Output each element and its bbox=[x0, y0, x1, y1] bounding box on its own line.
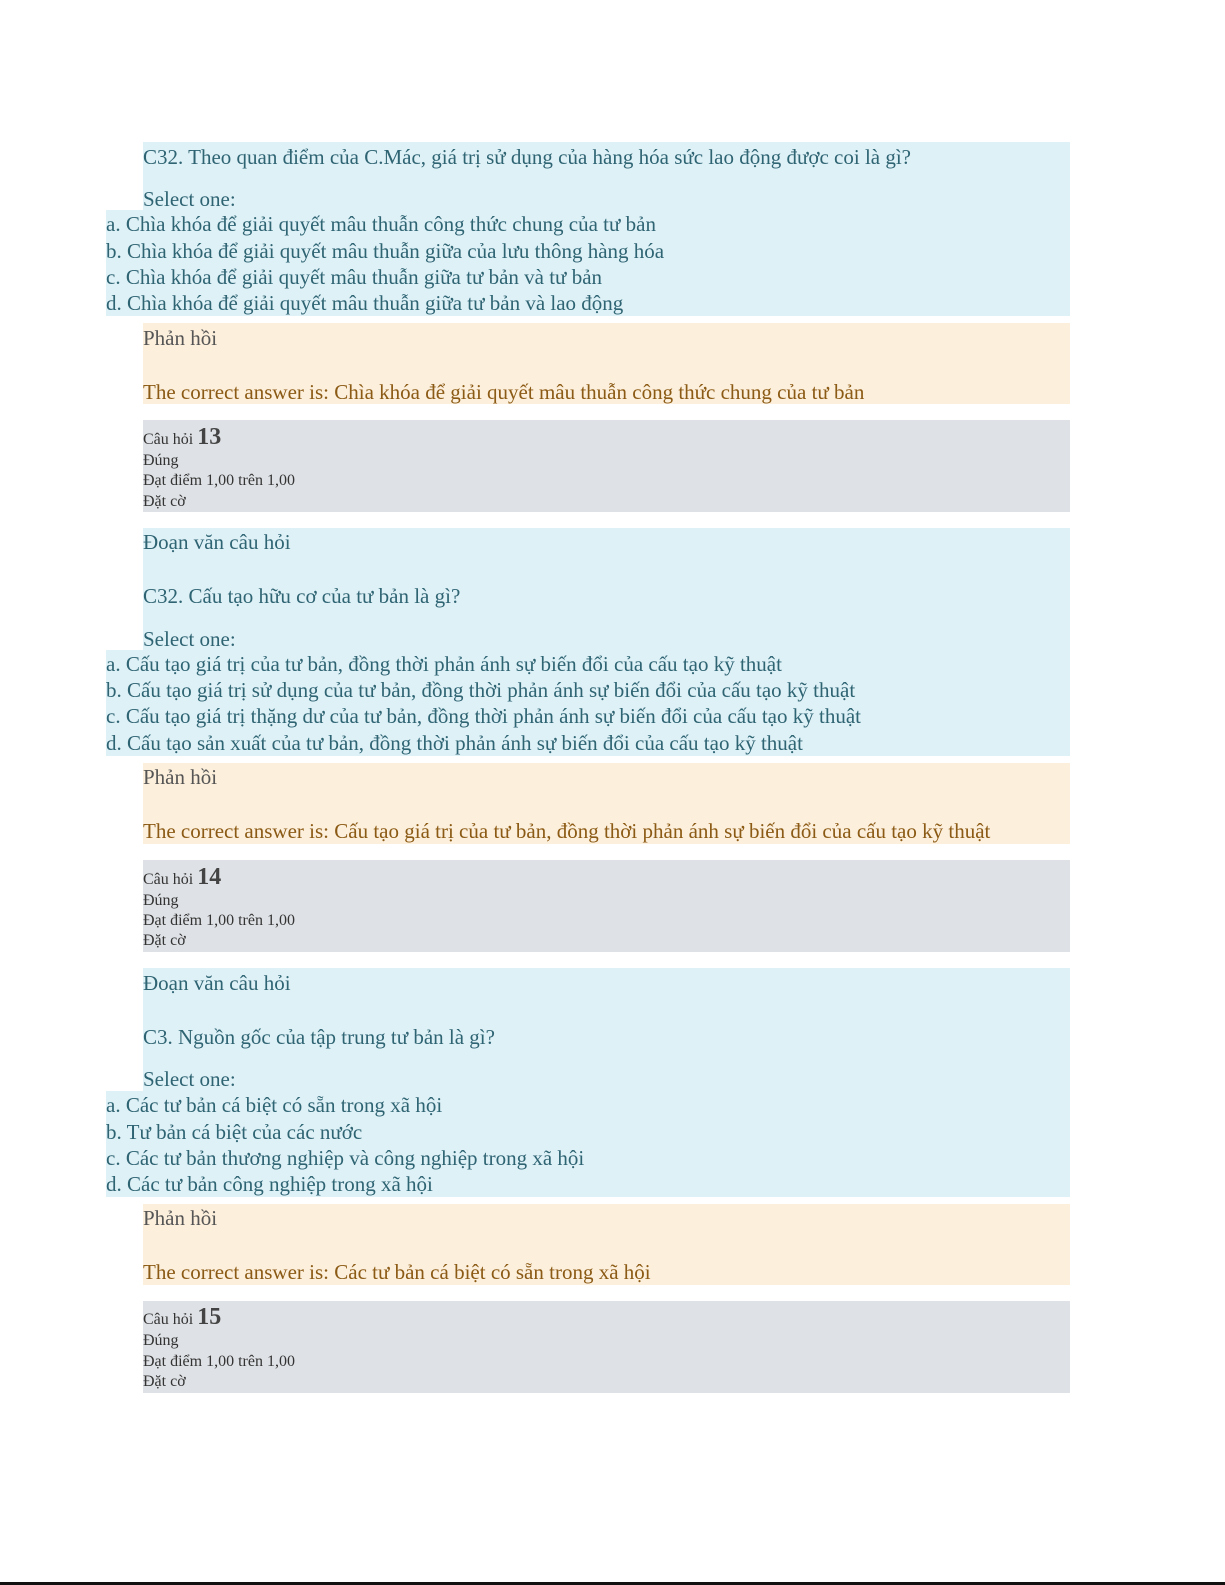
flag-question-link[interactable]: Đặt cờ bbox=[143, 493, 186, 510]
answer-option-c[interactable]: c. Cấu tạo giá trị thặng dư của tư bản, đồng thời phản ánh sự biến đổi của cấu tạo kỹ thuật bbox=[106, 704, 861, 728]
answer-option-c[interactable]: c. Chìa khóa để giải quyết mâu thuẫn giữa tư bản và tư bản bbox=[106, 265, 603, 289]
question-info-box bbox=[143, 860, 1070, 952]
question-number: 13 bbox=[197, 424, 222, 450]
question-info-box bbox=[143, 420, 1070, 512]
answer-option-b[interactable]: b. Tư bản cá biệt của các nước bbox=[106, 1120, 363, 1144]
select-one-label: Select one: bbox=[143, 1067, 236, 1091]
question-score: Đạt điểm 1,00 trên 1,00 bbox=[143, 912, 295, 929]
question-heading: Đoạn văn câu hỏi bbox=[143, 971, 291, 995]
answer-option-d[interactable]: d. Các tư bản công nghiệp trong xã hội bbox=[106, 1172, 433, 1196]
answer-option-a[interactable]: a. Các tư bản cá biệt có sẵn trong xã hội bbox=[106, 1093, 443, 1117]
answer-option-a[interactable]: a. Chìa khóa để giải quyết mâu thuẫn công thức chung của tư bản bbox=[106, 212, 656, 236]
question-status: Đúng bbox=[143, 1332, 179, 1349]
feedback-title: Phản hồi bbox=[143, 326, 218, 350]
question-heading: Đoạn văn câu hỏi bbox=[143, 530, 291, 554]
answer-option-b[interactable]: b. Chìa khóa để giải quyết mâu thuẫn giữa của lưu thông hàng hóa bbox=[106, 239, 665, 263]
select-one-label: Select one: bbox=[143, 627, 236, 651]
question-info-box bbox=[143, 1301, 1070, 1393]
select-one-label: Select one: bbox=[143, 187, 236, 211]
question-prompt: C32. Cấu tạo hữu cơ của tư bản là gì? bbox=[143, 584, 461, 608]
question-number-line bbox=[143, 864, 221, 893]
question-score: Đạt điểm 1,00 trên 1,00 bbox=[143, 1353, 295, 1370]
question-status: Đúng bbox=[143, 892, 179, 909]
correct-answer-text: The correct answer is: Các tư bản cá biệt có sẵn trong xã hội bbox=[143, 1260, 651, 1284]
answer-option-a[interactable]: a. Cấu tạo giá trị của tư bản, đồng thời phản ánh sự biến đổi của cấu tạo kỹ thuật bbox=[106, 652, 782, 676]
question-status: Đúng bbox=[143, 452, 179, 469]
flag-question-link[interactable]: Đặt cờ bbox=[143, 932, 186, 949]
question-score: Đạt điểm 1,00 trên 1,00 bbox=[143, 472, 295, 489]
question-number-line bbox=[143, 424, 221, 453]
question-number-line bbox=[143, 1304, 221, 1333]
question-label: Câu hỏi bbox=[143, 871, 194, 888]
answer-option-b[interactable]: b. Cấu tạo giá trị sử dụng của tư bản, đồng thời phản ánh sự biến đổi của cấu tạo kỹ thuật bbox=[106, 678, 856, 702]
question-label: Câu hỏi bbox=[143, 431, 194, 448]
flag-question-link[interactable]: Đặt cờ bbox=[143, 1373, 186, 1390]
question-number: 15 bbox=[197, 1304, 222, 1330]
answer-option-c[interactable]: c. Các tư bản thương nghiệp và công nghiệp trong xã hội bbox=[106, 1146, 585, 1170]
answer-option-d[interactable]: d. Chìa khóa để giải quyết mâu thuẫn giữa tư bản và lao động bbox=[106, 291, 624, 315]
answer-option-d[interactable]: d. Cấu tạo sản xuất của tư bản, đồng thời phản ánh sự biến đổi của cấu tạo kỹ thuật bbox=[106, 731, 803, 755]
feedback-title: Phản hồi bbox=[143, 1206, 218, 1230]
question-prompt: C32. Theo quan điểm của C.Mác, giá trị sử dụng của hàng hóa sức lao động được coi là gì? bbox=[143, 145, 912, 169]
question-label: Câu hỏi bbox=[143, 1311, 194, 1328]
question-prompt: C3. Nguồn gốc của tập trung tư bản là gì? bbox=[143, 1025, 495, 1049]
feedback-title: Phản hồi bbox=[143, 765, 218, 789]
correct-answer-text: The correct answer is: Cấu tạo giá trị của tư bản, đồng thời phản ánh sự biến đổi của cấu tạo kỹ thuật bbox=[143, 819, 991, 843]
question-number: 14 bbox=[197, 864, 222, 890]
correct-answer-text: The correct answer is: Chìa khóa để giải quyết mâu thuẫn công thức chung của tư bản bbox=[143, 380, 865, 404]
